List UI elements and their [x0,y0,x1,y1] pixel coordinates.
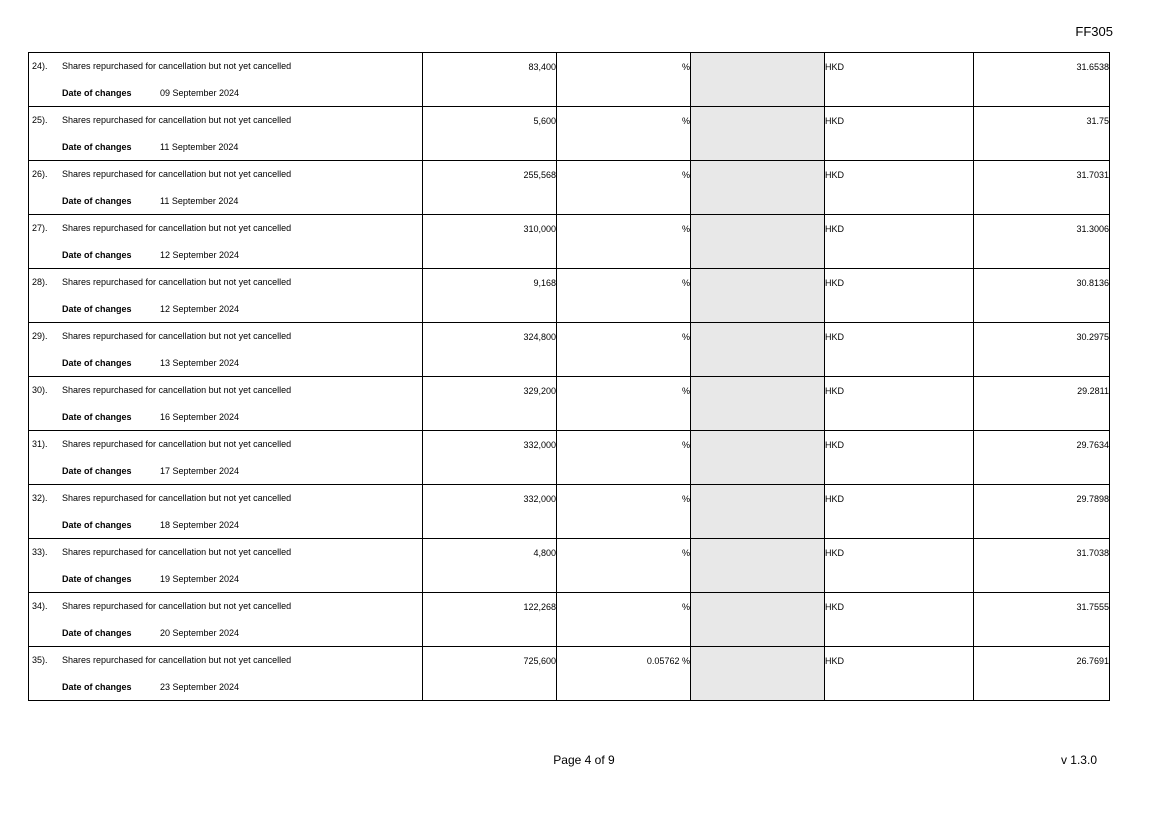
price-value: 29.7898 [1076,494,1109,504]
price-cell [974,269,1110,323]
percent-sign: % [681,170,690,180]
shares-value: 255,568 [523,170,556,180]
price-value: 31.75 [1086,116,1109,126]
description-cell [29,377,423,431]
movement-table [28,52,1110,701]
percentage-cell [557,53,691,107]
price-value: 30.8136 [1076,278,1109,288]
description-cell [29,161,423,215]
shaded-cell [691,269,825,323]
currency-cell [825,161,974,215]
currency-cell [825,431,974,485]
percent-sign: % [681,386,690,396]
table-row [29,539,1110,593]
row-description: Shares repurchased for cancellation but not yet cancelled [62,547,292,557]
date-of-changes-value: 12 September 2024 [160,304,240,314]
shares-value: 725,600 [523,656,556,666]
shares-cell [423,539,557,593]
row-description: Shares repurchased for cancellation but not yet cancelled [62,223,292,233]
shares-cell [423,647,557,701]
currency-code: HKD [825,224,845,234]
currency-code: HKD [825,116,845,126]
row-index: 33). [32,547,48,557]
shares-cell [423,215,557,269]
percentage-cell [557,377,691,431]
description-cell [29,647,423,701]
description-cell [29,215,423,269]
percentage-cell [557,485,691,539]
date-of-changes-value: 11 September 2024 [160,142,239,152]
percentage-cell [557,539,691,593]
shares-value: 324,800 [523,332,556,342]
date-of-changes-label: Date of changes [62,304,132,314]
description-cell [29,431,423,485]
price-value: 31.3006 [1076,224,1109,234]
date-of-changes-label: Date of changes [62,628,132,638]
table-row [29,485,1110,539]
currency-code: HKD [825,170,845,180]
date-of-changes-value: 19 September 2024 [160,574,240,584]
price-value: 31.6538 [1076,62,1109,72]
percent-sign: % [681,224,690,234]
shares-value: 9,168 [533,278,556,288]
percent-sign: % [681,602,690,612]
row-index: 35). [32,655,48,665]
table-row [29,593,1110,647]
table-row [29,53,1110,107]
shares-value: 332,000 [523,440,556,450]
form-code: FF305 [1075,24,1113,39]
currency-cell [825,377,974,431]
date-of-changes-value: 13 September 2024 [160,358,240,368]
price-cell [974,323,1110,377]
description-cell [29,485,423,539]
date-of-changes-label: Date of changes [62,250,132,260]
price-cell [974,485,1110,539]
currency-cell [825,107,974,161]
price-value: 31.7555 [1076,602,1109,612]
shaded-cell [691,539,825,593]
currency-code: HKD [825,332,845,342]
date-of-changes-value: 11 September 2024 [160,196,239,206]
table-row [29,431,1110,485]
price-cell [974,161,1110,215]
shares-value: 83,400 [528,62,556,72]
shaded-cell [691,647,825,701]
date-of-changes-label: Date of changes [62,412,132,422]
currency-cell [825,323,974,377]
percentage-cell [557,215,691,269]
shares-value: 4,800 [533,548,556,558]
currency-cell [825,539,974,593]
row-description: Shares repurchased for cancellation but not yet cancelled [62,655,292,665]
date-of-changes-value: 23 September 2024 [160,682,240,692]
table-row [29,161,1110,215]
table-row [29,107,1110,161]
shares-cell [423,431,557,485]
percentage-cell [557,323,691,377]
price-value: 29.7634 [1076,440,1109,450]
date-of-changes-value: 16 September 2024 [160,412,240,422]
shares-value: 5,600 [533,116,556,126]
description-cell [29,269,423,323]
shares-cell [423,323,557,377]
percent-sign: % [681,494,690,504]
percentage-cell [557,107,691,161]
table-row [29,647,1110,701]
price-cell [974,593,1110,647]
percent-sign: % [681,278,690,288]
date-of-changes-value: 09 September 2024 [160,88,240,98]
date-of-changes-value: 18 September 2024 [160,520,240,530]
price-cell [974,215,1110,269]
date-of-changes-label: Date of changes [62,520,132,530]
row-index: 30). [32,385,48,395]
date-of-changes-label: Date of changes [62,358,132,368]
row-description: Shares repurchased for cancellation but not yet cancelled [62,601,292,611]
table-row [29,323,1110,377]
row-description: Shares repurchased for cancellation but not yet cancelled [62,169,292,179]
table-row [29,377,1110,431]
currency-cell [825,485,974,539]
currency-code: HKD [825,548,845,558]
date-of-changes-label: Date of changes [62,682,132,692]
percent-sign: % [681,656,690,666]
shaded-cell [691,377,825,431]
description-cell [29,107,423,161]
row-description: Shares repurchased for cancellation but not yet cancelled [62,61,292,71]
currency-cell [825,647,974,701]
price-value: 31.7038 [1076,548,1109,558]
shares-cell [423,107,557,161]
shares-cell [423,377,557,431]
description-cell [29,539,423,593]
row-description: Shares repurchased for cancellation but not yet cancelled [62,385,292,395]
date-of-changes-label: Date of changes [62,88,132,98]
price-cell [974,53,1110,107]
row-index: 26). [32,169,48,179]
percent-sign: % [681,116,690,126]
row-description: Shares repurchased for cancellation but not yet cancelled [62,439,292,449]
page-number: Page 4 of 9 [553,753,615,767]
currency-code: HKD [825,494,845,504]
shares-cell [423,53,557,107]
date-of-changes-label: Date of changes [62,466,132,476]
shares-cell [423,593,557,647]
percent-sign: % [681,548,690,558]
table-row [29,269,1110,323]
shares-value: 310,000 [523,224,556,234]
percentage-cell [557,269,691,323]
currency-cell [825,53,974,107]
row-description: Shares repurchased for cancellation but not yet cancelled [62,331,292,341]
row-index: 24). [32,61,48,71]
description-cell [29,53,423,107]
price-value: 29.2811 [1077,386,1109,396]
shaded-cell [691,431,825,485]
currency-code: HKD [825,602,845,612]
shares-value: 332,000 [523,494,556,504]
description-cell [29,323,423,377]
row-index: 27). [32,223,48,233]
currency-cell [825,215,974,269]
shares-cell [423,485,557,539]
shaded-cell [691,593,825,647]
currency-cell [825,269,974,323]
row-index: 29). [32,331,48,341]
price-cell [974,539,1110,593]
percentage-value: 0.05762 [646,656,680,666]
movement-table-body [29,53,1110,701]
price-cell [974,431,1110,485]
row-description: Shares repurchased for cancellation but not yet cancelled [62,115,292,125]
row-index: 32). [32,493,48,503]
date-of-changes-label: Date of changes [62,574,132,584]
date-of-changes-label: Date of changes [62,196,132,206]
percentage-cell [557,593,691,647]
date-of-changes-label: Date of changes [62,142,132,152]
price-value: 30.2975 [1076,332,1109,342]
row-index: 25). [32,115,48,125]
form-version: v 1.3.0 [1060,753,1097,767]
price-cell [974,107,1110,161]
currency-code: HKD [825,278,845,288]
percent-sign: % [681,332,690,342]
shares-value: 329,200 [523,386,556,396]
shaded-cell [691,323,825,377]
row-description: Shares repurchased for cancellation but not yet cancelled [62,493,292,503]
shaded-cell [691,215,825,269]
date-of-changes-value: 17 September 2024 [160,466,240,476]
shares-cell [423,161,557,215]
description-cell [29,593,423,647]
row-index: 28). [32,277,48,287]
currency-code: HKD [825,62,845,72]
row-description: Shares repurchased for cancellation but not yet cancelled [62,277,292,287]
currency-code: HKD [825,440,845,450]
shaded-cell [691,107,825,161]
row-index: 34). [32,601,48,611]
percentage-cell [557,161,691,215]
currency-cell [825,593,974,647]
row-index: 31). [32,439,48,449]
shaded-cell [691,485,825,539]
price-cell [974,377,1110,431]
table-row [29,215,1110,269]
date-of-changes-value: 20 September 2024 [160,628,240,638]
price-value: 31.7031 [1076,170,1109,180]
shaded-cell [691,53,825,107]
percentage-cell [557,431,691,485]
price-value: 26.7691 [1076,656,1109,666]
currency-code: HKD [825,656,845,666]
percentage-cell [557,647,691,701]
currency-code: HKD [825,386,845,396]
percent-sign: % [681,62,690,72]
shaded-cell [691,161,825,215]
date-of-changes-value: 12 September 2024 [160,250,240,260]
price-cell [974,647,1110,701]
shares-value: 122,268 [523,602,556,612]
shares-cell [423,269,557,323]
percent-sign: % [681,440,690,450]
